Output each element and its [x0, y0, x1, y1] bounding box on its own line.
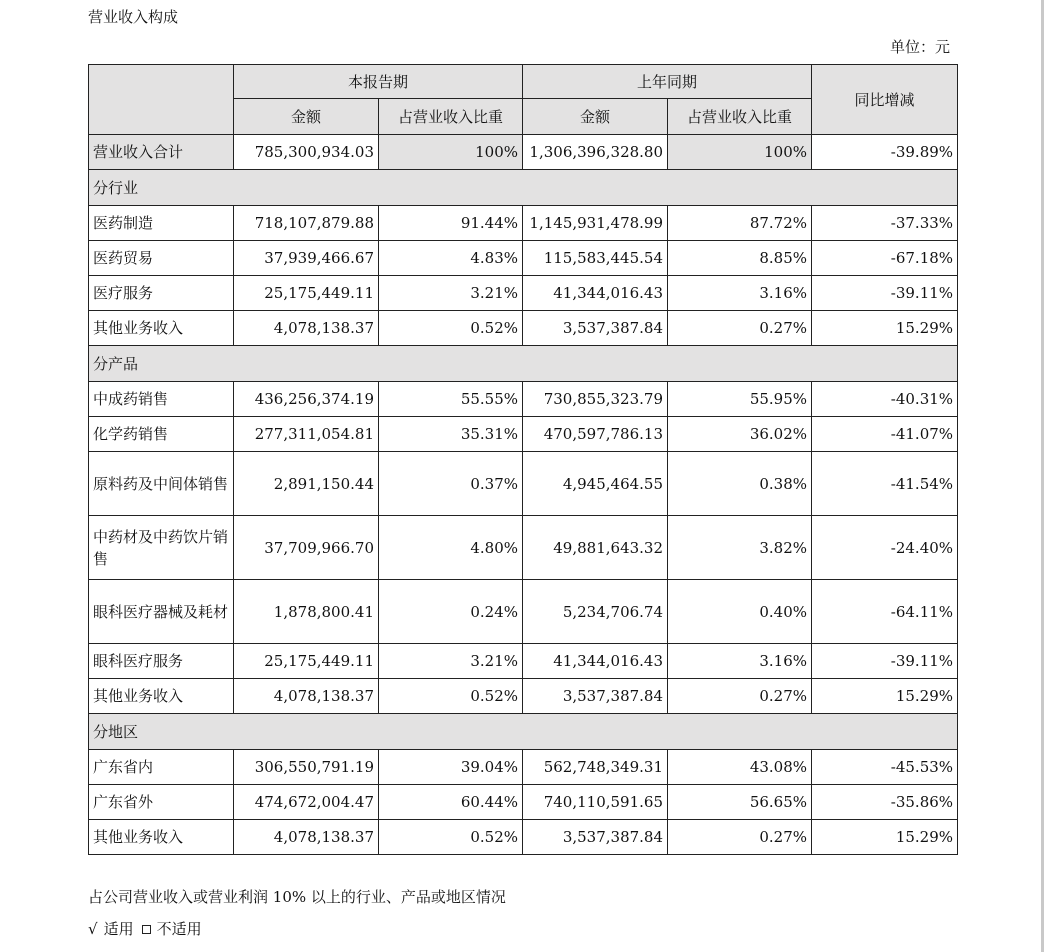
- current-amount-cell: 2,891,150.44: [234, 452, 379, 516]
- prior-share-cell: 36.02%: [668, 417, 812, 452]
- header-current-amount: 金额: [234, 99, 379, 135]
- yoy-cell: -67.18%: [812, 241, 958, 276]
- current-amount-cell: 25,175,449.11: [234, 644, 379, 679]
- header-row-top: [89, 65, 958, 99]
- current-share-cell: 3.21%: [379, 276, 523, 311]
- prior-share-cell: 3.82%: [668, 516, 812, 580]
- prior-share-cell: 0.27%: [668, 679, 812, 714]
- table-row: [89, 241, 958, 276]
- revenue-composition-table: [88, 64, 958, 855]
- table-row: [89, 206, 958, 241]
- current-amount-cell: 306,550,791.19: [234, 750, 379, 785]
- current-share-cell: 91.44%: [379, 206, 523, 241]
- prior-share-cell: 87.72%: [668, 206, 812, 241]
- row-label: 医药贸易: [89, 241, 234, 276]
- section-title-cell: 分行业: [89, 170, 958, 206]
- table-row: [89, 516, 958, 580]
- yoy-cell: -40.31%: [812, 382, 958, 417]
- row-label: 中药材及中药饮片销售: [89, 516, 234, 580]
- prior-amount-cell: 5,234,706.74: [523, 580, 668, 644]
- current-share-cell: 4.83%: [379, 241, 523, 276]
- current-share-cell: 4.80%: [379, 516, 523, 580]
- section-title-cell: 分产品: [89, 346, 958, 382]
- prior-amount-cell: 730,855,323.79: [523, 382, 668, 417]
- current-share-cell: 3.21%: [379, 644, 523, 679]
- current-amount-cell: 4,078,138.37: [234, 820, 379, 855]
- header-prior-period: 上年同期: [523, 65, 812, 99]
- row-label: 广东省内: [89, 750, 234, 785]
- prior-share-cell: 3.16%: [668, 644, 812, 679]
- row-label: 其他业务收入: [89, 679, 234, 714]
- current-amount-cell: 1,878,800.41: [234, 580, 379, 644]
- prior-amount-cell: 1,145,931,478.99: [523, 206, 668, 241]
- current-share-cell: 0.52%: [379, 820, 523, 855]
- section-title: 营业收入构成: [88, 8, 179, 26]
- checkbox-empty-icon: [142, 925, 151, 934]
- current-amount-cell: 37,939,466.67: [234, 241, 379, 276]
- prior-share-cell: 56.65%: [668, 785, 812, 820]
- header-yoy: 同比增减: [812, 65, 958, 135]
- prior-amount-cell: 3,537,387.84: [523, 820, 668, 855]
- header-prior-amount: 金额: [523, 99, 668, 135]
- prior-share-cell: 0.38%: [668, 452, 812, 516]
- prior-share-cell: 0.40%: [668, 580, 812, 644]
- prior-amount-cell: 49,881,643.32: [523, 516, 668, 580]
- not-applicable-label: 不适用: [156, 920, 202, 938]
- total-current-share: 100%: [379, 135, 523, 170]
- table-row: [89, 750, 958, 785]
- row-label: 广东省外: [89, 785, 234, 820]
- table-row: [89, 311, 958, 346]
- yoy-cell: 15.29%: [812, 679, 958, 714]
- current-share-cell: 39.04%: [379, 750, 523, 785]
- prior-amount-cell: 4,945,464.55: [523, 452, 668, 516]
- yoy-cell: -39.11%: [812, 276, 958, 311]
- table-row: [89, 452, 958, 516]
- row-label: 其他业务收入: [89, 311, 234, 346]
- row-label: 化学药销售: [89, 417, 234, 452]
- section-row: [89, 170, 958, 206]
- current-amount-cell: 25,175,449.11: [234, 276, 379, 311]
- yoy-cell: -24.40%: [812, 516, 958, 580]
- table-row: [89, 644, 958, 679]
- total-prior-share: 100%: [668, 135, 812, 170]
- current-share-cell: 35.31%: [379, 417, 523, 452]
- current-amount-cell: 436,256,374.19: [234, 382, 379, 417]
- section-row: [89, 714, 958, 750]
- total-prior-amount: 1,306,396,328.80: [523, 135, 668, 170]
- prior-amount-cell: 115,583,445.54: [523, 241, 668, 276]
- yoy-cell: -64.11%: [812, 580, 958, 644]
- prior-share-cell: 0.27%: [668, 311, 812, 346]
- header-current-share: 占营业收入比重: [379, 99, 523, 135]
- total-yoy: -39.89%: [812, 135, 958, 170]
- yoy-cell: -45.53%: [812, 750, 958, 785]
- yoy-cell: -41.07%: [812, 417, 958, 452]
- prior-amount-cell: 470,597,786.13: [523, 417, 668, 452]
- current-share-cell: 0.52%: [379, 679, 523, 714]
- header-prior-share: 占营业收入比重: [668, 99, 812, 135]
- table-row: [89, 820, 958, 855]
- row-label: 眼科医疗服务: [89, 644, 234, 679]
- yoy-cell: -35.86%: [812, 785, 958, 820]
- header-blank-cell: [89, 65, 234, 135]
- prior-amount-cell: 562,748,349.31: [523, 750, 668, 785]
- section-row: [89, 346, 958, 382]
- yoy-cell: -41.54%: [812, 452, 958, 516]
- section-title-cell: 分地区: [89, 714, 958, 750]
- total-label: 营业收入合计: [89, 135, 234, 170]
- row-label: 中成药销售: [89, 382, 234, 417]
- current-amount-cell: 37,709,966.70: [234, 516, 379, 580]
- check-mark-icon: √: [88, 920, 98, 938]
- current-share-cell: 0.52%: [379, 311, 523, 346]
- current-share-cell: 0.37%: [379, 452, 523, 516]
- prior-share-cell: 43.08%: [668, 750, 812, 785]
- row-label: 其他业务收入: [89, 820, 234, 855]
- current-amount-cell: 277,311,054.81: [234, 417, 379, 452]
- table-row: [89, 679, 958, 714]
- current-amount-cell: 4,078,138.37: [234, 311, 379, 346]
- yoy-cell: -37.33%: [812, 206, 958, 241]
- prior-share-cell: 3.16%: [668, 276, 812, 311]
- current-share-cell: 55.55%: [379, 382, 523, 417]
- row-label: 医疗服务: [89, 276, 234, 311]
- prior-amount-cell: 3,537,387.84: [523, 311, 668, 346]
- table-row: [89, 417, 958, 452]
- row-label: 医药制造: [89, 206, 234, 241]
- prior-share-cell: 0.27%: [668, 820, 812, 855]
- yoy-cell: 15.29%: [812, 820, 958, 855]
- applicability-line: [88, 918, 202, 939]
- table-row: [89, 580, 958, 644]
- current-share-cell: 60.44%: [379, 785, 523, 820]
- unit-label: 单位：元: [890, 38, 951, 56]
- table-row: [89, 785, 958, 820]
- yoy-cell: 15.29%: [812, 311, 958, 346]
- footnote: 占公司营业收入或营业利润 10% 以上的行业、产品或地区情况: [88, 888, 506, 906]
- prior-amount-cell: 41,344,016.43: [523, 276, 668, 311]
- table-row: [89, 276, 958, 311]
- current-amount-cell: 718,107,879.88: [234, 206, 379, 241]
- total-row: [89, 135, 958, 170]
- current-amount-cell: 4,078,138.37: [234, 679, 379, 714]
- table-row: [89, 382, 958, 417]
- prior-share-cell: 8.85%: [668, 241, 812, 276]
- row-label: 眼科医疗器械及耗材: [89, 580, 234, 644]
- current-amount-cell: 474,672,004.47: [234, 785, 379, 820]
- yoy-cell: -39.11%: [812, 644, 958, 679]
- row-label: 原料药及中间体销售: [89, 452, 234, 516]
- prior-amount-cell: 740,110,591.65: [523, 785, 668, 820]
- prior-share-cell: 55.95%: [668, 382, 812, 417]
- prior-amount-cell: 3,537,387.84: [523, 679, 668, 714]
- prior-amount-cell: 41,344,016.43: [523, 644, 668, 679]
- applicable-label: 适用: [103, 920, 134, 938]
- total-current-amount: 785,300,934.03: [234, 135, 379, 170]
- current-share-cell: 0.24%: [379, 580, 523, 644]
- header-current-period: 本报告期: [234, 65, 523, 99]
